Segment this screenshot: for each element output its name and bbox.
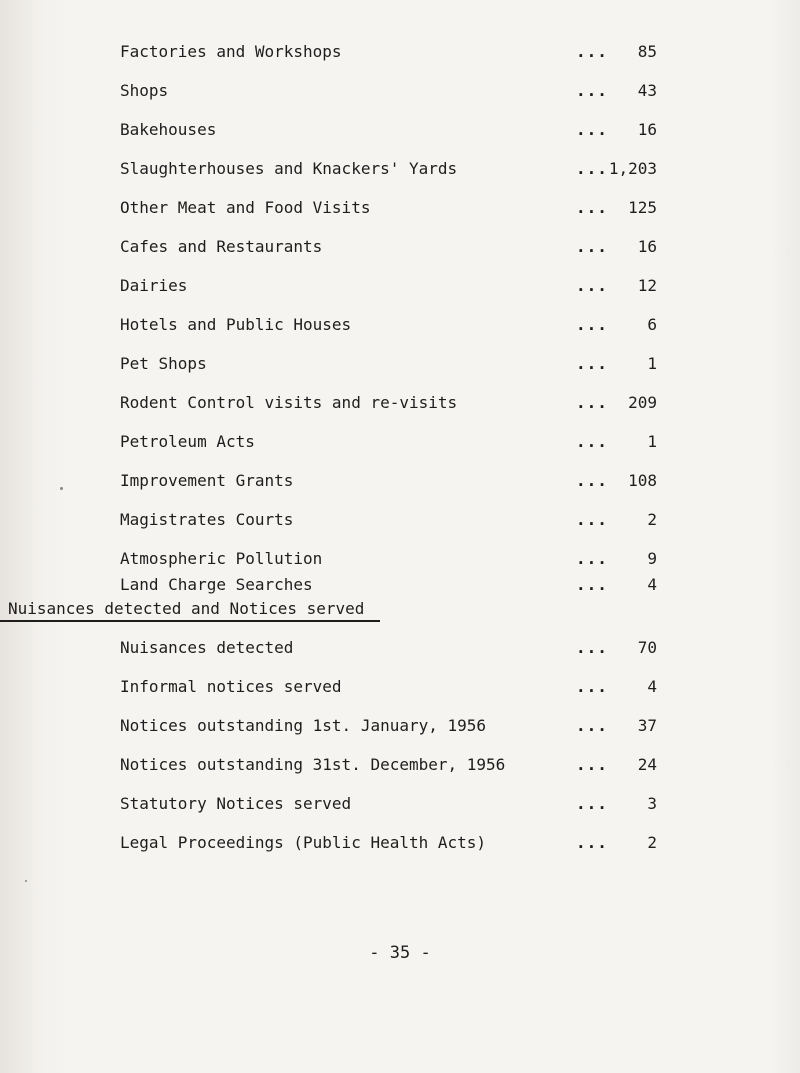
row-label: Notices outstanding 1st. January, 1956	[120, 716, 487, 735]
row-value: 1	[647, 432, 657, 451]
stat-row-informal-notices	[0, 675, 800, 699]
leader-dots: ...	[576, 237, 608, 256]
leader-dots: ...	[576, 393, 608, 412]
stat-row-factories	[0, 40, 800, 64]
stat-row-hotels	[0, 313, 800, 337]
row-label: Shops	[120, 81, 169, 100]
row-label: Hotels and Public Houses	[120, 315, 352, 334]
row-value: 1	[647, 354, 657, 373]
row-label: Petroleum Acts	[120, 432, 255, 451]
leader-dots: ...	[576, 198, 608, 217]
row-value: 6	[647, 315, 657, 334]
row-label: Atmospheric Pollution	[120, 549, 323, 568]
row-label: Statutory Notices served	[120, 794, 352, 813]
row-label: Notices outstanding 31st. December, 1956	[120, 755, 506, 774]
leader-dots: ...	[576, 42, 608, 61]
row-label: Slaughterhouses and Knackers' Yards	[120, 159, 458, 178]
row-value: 43	[637, 81, 657, 100]
row-label: Dairies	[120, 276, 188, 295]
row-value: 4	[647, 677, 657, 696]
row-label: Improvement Grants	[120, 471, 294, 490]
leader-dots: ...	[576, 794, 608, 813]
row-value: 1,203	[608, 159, 657, 178]
page-number: - 35 -	[369, 943, 431, 963]
stat-row-rodent-control	[0, 391, 800, 415]
leader-dots: ...	[576, 638, 608, 657]
leader-dots: ...	[576, 471, 608, 490]
leader-dots: ...	[576, 677, 608, 696]
stat-row-bakehouses	[0, 118, 800, 142]
row-value: 3	[647, 794, 657, 813]
stat-row-dairies	[0, 274, 800, 298]
row-label: Informal notices served	[120, 677, 342, 696]
row-value: 37	[637, 716, 657, 735]
leader-dots: ...	[576, 315, 608, 334]
scan-speck	[25, 880, 27, 882]
heading-underline	[0, 620, 380, 622]
row-value: 16	[637, 120, 657, 139]
leader-dots: ...	[576, 276, 608, 295]
stat-row-slaughterhouses	[0, 157, 800, 181]
leader-dots: ...	[576, 354, 608, 373]
row-label: Factories and Workshops	[120, 42, 342, 61]
row-label: Nuisances detected	[120, 638, 294, 657]
row-value: 16	[637, 237, 657, 256]
stat-row-outstanding-jan	[0, 714, 800, 738]
row-value: 125	[628, 198, 657, 217]
row-label: Land Charge Searches	[120, 575, 313, 594]
leader-dots: ...	[576, 159, 608, 178]
leader-dots: ...	[576, 510, 608, 529]
leader-dots: ...	[576, 575, 608, 594]
row-label: Legal Proceedings (Public Health Acts)	[120, 833, 487, 852]
stat-row-statutory-notices	[0, 792, 800, 816]
stat-row-outstanding-dec	[0, 753, 800, 777]
stat-row-cafes	[0, 235, 800, 259]
row-value: 9	[647, 549, 657, 568]
leader-dots: ...	[576, 755, 608, 774]
scan-speck	[60, 487, 63, 490]
row-label: Other Meat and Food Visits	[120, 198, 371, 217]
stat-row-improvement-grants	[0, 469, 800, 493]
row-value: 70	[637, 638, 657, 657]
leader-dots: ...	[576, 549, 608, 568]
stat-row-nuisances	[0, 636, 800, 660]
row-label: Cafes and Restaurants	[120, 237, 323, 256]
stat-row-land-charge	[0, 573, 800, 597]
leader-dots: ...	[576, 120, 608, 139]
leader-dots: ...	[576, 833, 608, 852]
stat-row-shops	[0, 79, 800, 103]
stat-row-pet-shops	[0, 352, 800, 376]
row-label: Pet Shops	[120, 354, 207, 373]
stat-row-meat-food	[0, 196, 800, 220]
leader-dots: ...	[576, 432, 608, 451]
stat-row-magistrates	[0, 508, 800, 532]
row-label: Rodent Control visits and re-visits	[120, 393, 458, 412]
row-value: 2	[647, 833, 657, 852]
row-value: 12	[637, 276, 657, 295]
row-label: Bakehouses	[120, 120, 217, 139]
row-value: 2	[647, 510, 657, 529]
row-value: 209	[628, 393, 657, 412]
leader-dots: ...	[576, 716, 608, 735]
row-value: 108	[628, 471, 657, 490]
row-value: 4	[647, 575, 657, 594]
stat-row-legal-proceedings	[0, 831, 800, 855]
leader-dots: ...	[576, 81, 608, 100]
section-heading: Nuisances detected and Notices served	[8, 599, 365, 618]
row-value: 24	[637, 755, 657, 774]
stat-row-atmospheric	[0, 547, 800, 571]
stat-row-petroleum	[0, 430, 800, 454]
row-value: 85	[637, 42, 657, 61]
row-label: Magistrates Courts	[120, 510, 294, 529]
